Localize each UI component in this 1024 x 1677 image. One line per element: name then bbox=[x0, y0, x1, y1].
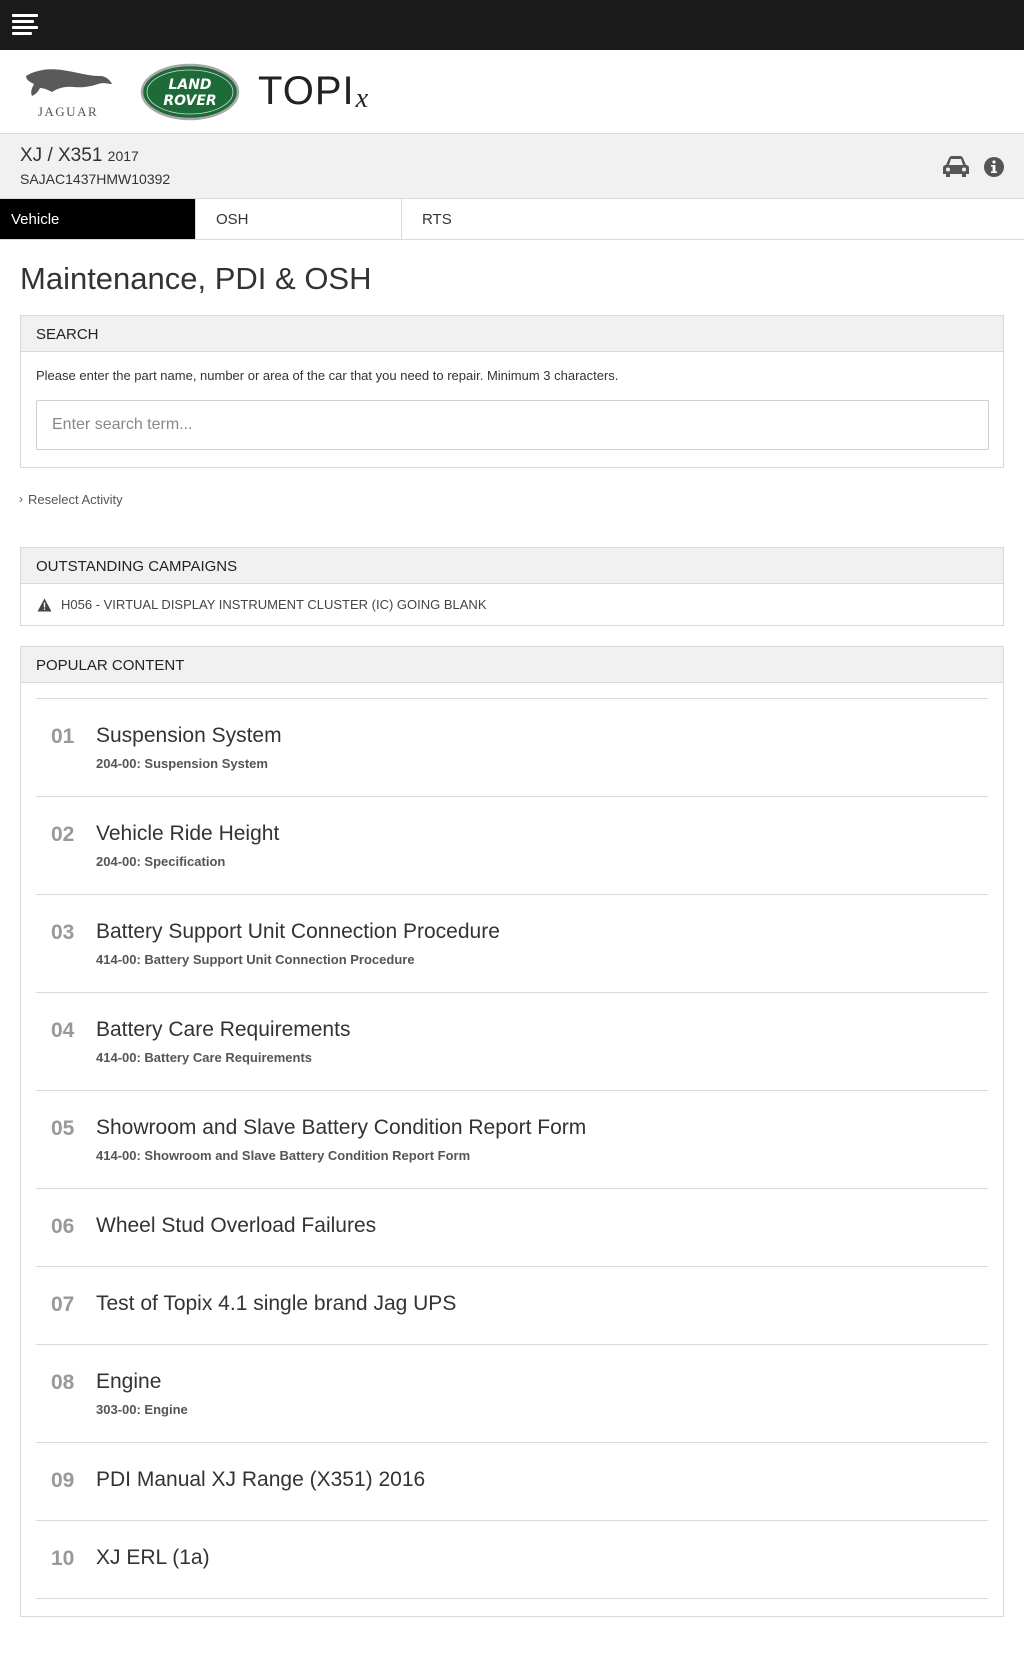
vehicle-vin: SAJAC1437HMW10392 bbox=[20, 171, 171, 187]
item-number: 05 bbox=[51, 1117, 75, 1140]
item-number: 08 bbox=[51, 1371, 75, 1394]
reselect-activity-label: Reselect Activity bbox=[28, 491, 123, 507]
svg-text:JAGUAR: JAGUAR bbox=[37, 103, 99, 119]
list-item[interactable] bbox=[36, 1521, 988, 1599]
svg-text:LAND: LAND bbox=[168, 76, 212, 93]
jaguar-logo bbox=[18, 62, 118, 122]
item-number: 01 bbox=[51, 725, 75, 748]
item-number: 10 bbox=[51, 1547, 75, 1570]
warning-icon bbox=[37, 598, 52, 612]
tab-bar bbox=[0, 199, 1024, 240]
item-title: Showroom and Slave Battery Condition Report Form bbox=[96, 1116, 587, 1139]
item-title: Suspension System bbox=[96, 724, 282, 747]
item-title: PDI Manual XJ Range (X351) 2016 bbox=[96, 1468, 426, 1491]
land-rover-logo bbox=[140, 63, 240, 121]
topix-logo: TOPI x bbox=[258, 69, 369, 114]
list-item[interactable] bbox=[36, 1345, 988, 1443]
item-subtitle: 414-00: Battery Care Requirements bbox=[96, 1050, 313, 1065]
top-bar bbox=[0, 0, 1024, 50]
item-subtitle: 414-00: Showroom and Slave Battery Condition Report Form bbox=[96, 1148, 471, 1163]
item-subtitle: 303-00: Engine bbox=[96, 1402, 188, 1417]
item-number: 09 bbox=[51, 1469, 75, 1492]
vehicle-model-name: XJ / X351 bbox=[20, 145, 103, 166]
campaigns-panel-header: OUTSTANDING CAMPAIGNS bbox=[21, 548, 1003, 584]
vehicle-header bbox=[0, 134, 1024, 199]
search-panel-header: SEARCH bbox=[21, 316, 1003, 352]
item-title: Wheel Stud Overload Failures bbox=[96, 1214, 377, 1237]
popular-content-list bbox=[36, 698, 988, 1599]
list-item[interactable] bbox=[36, 699, 988, 797]
tab-vehicle[interactable]: Vehicle bbox=[0, 199, 196, 239]
item-title: Battery Support Unit Connection Procedure bbox=[96, 920, 500, 943]
item-subtitle: 204-00: Suspension System bbox=[96, 756, 268, 771]
item-number: 04 bbox=[51, 1019, 75, 1042]
list-item[interactable] bbox=[36, 797, 988, 895]
vehicle-model bbox=[20, 145, 1024, 167]
list-item[interactable] bbox=[36, 895, 988, 993]
reselect-activity-link[interactable] bbox=[19, 491, 1024, 507]
tab-rts[interactable]: RTS bbox=[422, 211, 452, 228]
brand-logo-bar bbox=[0, 50, 1024, 134]
tab-osh[interactable]: OSH bbox=[196, 199, 402, 239]
list-item[interactable] bbox=[36, 1189, 988, 1267]
item-subtitle: 204-00: Specification bbox=[96, 854, 226, 869]
item-title: Test of Topix 4.1 single brand Jag UPS bbox=[96, 1292, 457, 1315]
item-title: XJ ERL (1a) bbox=[96, 1546, 210, 1569]
hamburger-menu-icon[interactable] bbox=[12, 14, 38, 36]
search-help-text: Please enter the part name, number or area of the car that you need to repair. Minimum 3 characters. bbox=[36, 368, 619, 383]
list-item[interactable] bbox=[36, 1267, 988, 1345]
list-item[interactable] bbox=[36, 1091, 988, 1189]
item-title: Vehicle Ride Height bbox=[96, 822, 280, 845]
popular-panel-header: POPULAR CONTENT bbox=[21, 647, 1003, 683]
vehicle-year: 2017 bbox=[107, 148, 139, 164]
chevron-right-icon: › bbox=[19, 492, 23, 506]
svg-text:ROVER: ROVER bbox=[163, 92, 217, 109]
popular-content-panel bbox=[20, 646, 1004, 1617]
search-panel bbox=[20, 315, 1004, 468]
item-title: Battery Care Requirements bbox=[96, 1018, 351, 1041]
item-number: 02 bbox=[51, 823, 75, 846]
item-subtitle: 414-00: Battery Support Unit Connection Procedure bbox=[96, 952, 415, 967]
campaign-label: H056 - VIRTUAL DISPLAY INSTRUMENT CLUSTER (IC) GOING BLANK bbox=[61, 597, 487, 612]
list-item[interactable] bbox=[36, 993, 988, 1091]
item-number: 07 bbox=[51, 1293, 75, 1316]
page-title: Maintenance, PDI & OSH bbox=[20, 261, 372, 296]
list-item[interactable] bbox=[36, 1443, 988, 1521]
search-input[interactable] bbox=[36, 400, 989, 450]
info-icon[interactable] bbox=[983, 156, 1005, 178]
campaign-item[interactable] bbox=[21, 584, 1003, 625]
item-number: 03 bbox=[51, 921, 75, 944]
outstanding-campaigns-panel bbox=[20, 547, 1004, 626]
item-title: Engine bbox=[96, 1370, 162, 1393]
item-number: 06 bbox=[51, 1215, 75, 1238]
car-icon[interactable] bbox=[941, 155, 971, 179]
